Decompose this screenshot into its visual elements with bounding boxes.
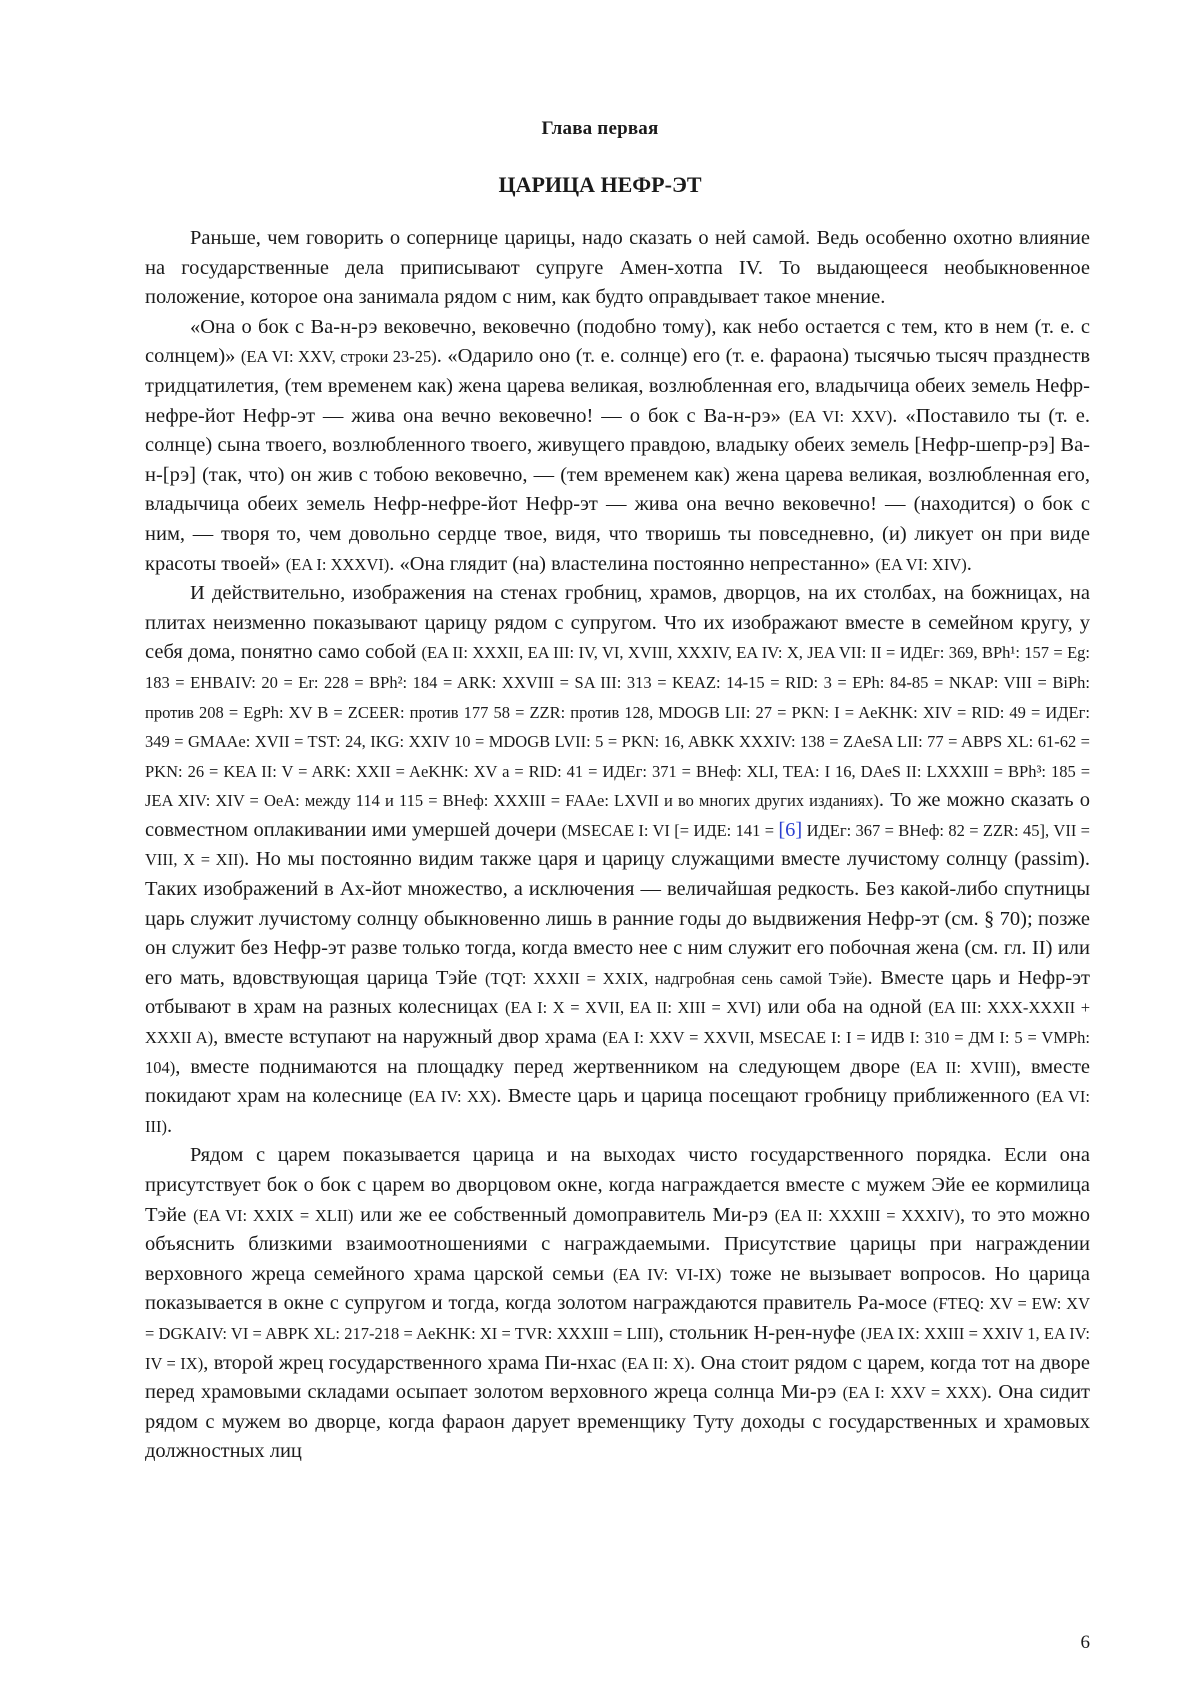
citation-reference: (EA VI: III) xyxy=(145,1087,1090,1136)
text-run: , стольник Н-рен-нуфе xyxy=(658,1321,861,1344)
text-run: . То же можно сказать о совместном оплакивании ими умершей дочери xyxy=(145,789,1090,841)
citation-reference: (EA VI: XXV, строки 23-25) xyxy=(240,347,437,367)
text-run: , вместе вступают на наружный двор храма xyxy=(213,1026,603,1049)
citation-reference: (EA IV: XX) xyxy=(408,1087,497,1107)
citation-reference: (EA I: XXXVI) xyxy=(285,554,390,574)
text-run: . xyxy=(166,1114,173,1137)
text-run: . Она сидит рядом с мужем во дворце, когда фараон дарует временщику Туту доходы с государственных и храмовых должностных лиц xyxy=(145,1381,1091,1463)
citation-reference: ИДЕг: 367 = ВНеф: 82 = ZZR: 45], VII = VIII, X = XII) xyxy=(145,820,1090,870)
citation-reference: (EA VI: XIV) xyxy=(875,554,967,574)
text-run: или же ее собственный домоправитель Ми-рэ xyxy=(353,1203,775,1226)
paragraph xyxy=(145,579,1090,1141)
paragraph xyxy=(145,224,1090,313)
citation-reference: (EA II: X) xyxy=(621,1353,691,1373)
citation-reference: (EA II: XXXIII = XXXIV) xyxy=(774,1205,960,1225)
text-run: . xyxy=(966,552,972,575)
text-run: «Она о бок с Ва-н-рэ вековечно, вековечно (подобно тому), как небо остается с тем, кто в нем (т. е. с солнцем)» xyxy=(145,315,1090,368)
citation-reference: (EA II: XVIII) xyxy=(909,1057,1016,1077)
citation-reference: (EA IV: VI-IX) xyxy=(612,1264,722,1284)
citation-reference: (EA I: XXV = XXVII, MSECAE I: I = ИДВ I: 310 = ДМ I: 5 = VMPh: 104) xyxy=(145,1028,1090,1077)
chapter-title: ЦАРИЦА НЕФР-ЭТ xyxy=(498,172,702,197)
text-run: . Но мы постоянно видим также царя и царицу служащими вместе лучистому солнцу (passim). Таких изображений в Ах-йот множество, а исключения — величайшая редкость. Без какой-либо спутницы царь служит лучистому солнцу обыкновенно лишь в ранние годы до выдвижения Нефр-эт (см. § 70); позже он служит без Нефр-эт разве только тогда, когда вместо нее с ним служит его побочная жена (см. гл. II) или его мать, вдовствующая царица Тэйе xyxy=(145,848,1090,989)
citation-reference: (EA II: XXXII, EA III: IV, VI, XVIII, XXXIV, EA IV: X, JEA VII: II = ИДЕг: 369, BPh¹: 157 = Eg: 183 = EHBAIV: 20 = Er: 228 = BPh²: 184 = ARK: XXVIII = SA III: 313 = KEAZ: 14-15 = RID: 3 = EPh: 84-85 = NKAP: VIII = BiPh: против 208 = EgPh: XV B = ZCEER: против 177 58 = ZZR: против 128, MDOGB LII: 27 = PKN: I = AeKHK: XIV = RID: 49 = ИДЕг: 349 = GMAAe: XVII = TST: 24, IKG: XXIV 10 = MDOGB LVII: 5 = PKN: 16, ABKK XXXIV: 138 = ZAeSA LII: 77 = ABPS XL: 61-62 = PKN: 26 = KEA II: V = ARK: XXII = AeKHK: XV a = RID: 41 = ИДЕг: 371 = ВНеф: XLI, TEA: I 16, DAeS II: LXXXIII = BPh³: 185 = JEA XIV: XIV = OeA: между 114 и 115 = ВНеф: XXXIII = FAAe: LXVII и во многих других изданиях) xyxy=(145,643,1090,811)
citation-reference: (EA I: XXV = XXX) xyxy=(842,1383,987,1403)
text-run: Рядом с царем показывается царица и на выходах чисто государственного порядка. Если она присутствует бок о бок с царем во дворцовом окне, когда награждается вместе с мужем Эйе ее кормилица Тэйе xyxy=(145,1144,1090,1226)
text-run: И действительно, изображения на стенах гробниц, храмов, дворцов, на их столбах, на божницах, на плитах неизменно показывают царицу рядом с супругом. Что их изображают вместе в семейном кругу, у себя дома, понятно само собой xyxy=(145,582,1090,664)
text-run: . Вместе царь и Нефр-эт отбывают в храм на разных колесницах xyxy=(145,966,1091,1019)
chapter-heading: Глава первая xyxy=(541,118,659,139)
citation-reference: (EA I: X = XVII, EA II: XIII = XVI) xyxy=(504,998,762,1018)
citation-reference: (MSECAE I: VI [= ИДЕ: 141 = xyxy=(561,820,779,840)
citation-reference: (TQT: XXXII = XXIX, надгробная сень самой Тэйе) xyxy=(485,968,868,988)
text-run: , вместе поднимаются на площадку перед жертвенником на следующем дворе xyxy=(175,1055,910,1078)
paragraph xyxy=(145,1141,1090,1467)
text-run: . «Поставило ты (т. е. солнце) сына твоего, возлюбленного твоего, живущего правдою, владыку обеих земель [Нефр-шепр-рэ] Ва-н-[рэ] (так, что) он жив с тобою вековечно, — (тем временем как) жена царева великая, возлюбленная его, владычица обеих земель Нефр-нефре-йот Нефр-эт — жива она вечно вековечно! — (находится) о бок с ним, — творя то, чем довольно сердце твое, видя, что творишь ты повседневно, (и) ликует он при виде красоты твоей» xyxy=(145,404,1090,575)
citation-reference: (EA VI: XXIX = XLII) xyxy=(193,1205,354,1225)
text-run: . «Одарило оно (т. е. солнце) его (т. е. фараона) тысячью тысяч празднеств тридцатилетия, (тем временем как) жена царева великая, возлюбленная его, владычица обеих земель Нефр-нефре-йот Нефр-эт — жива она вечно вековечно! — о бок с Ва-н-рэ» xyxy=(145,345,1090,427)
text-run: . Вместе царь и царица посещают гробницу приближенного xyxy=(496,1085,1037,1108)
citation-reference: (FTEQ: XV = EW: XV = DGKAIV: VI = ABPK XL: 217-218 = AeKHK: XI = TVR: XXXIII = LIII) xyxy=(145,1294,1091,1343)
text-run: . Она стоит рядом с царем, когда тот на дворе перед храмовыми складами осыпает золотом верховного жреца солнца Ми-рэ xyxy=(145,1351,1090,1404)
text-run: или оба на одной xyxy=(761,996,929,1019)
citation-reference: (EA VI: XXV) xyxy=(788,406,893,426)
text-run: , второй жрец государственного храма Пи-нхас xyxy=(203,1351,622,1374)
page-number: 6 xyxy=(1080,1632,1090,1653)
text-run: , вместе покидают храм на колеснице xyxy=(145,1055,1091,1108)
paragraph xyxy=(145,313,1090,579)
text-run: . «Она глядит (на) властелина постоянно непрестанно» xyxy=(389,552,876,575)
citation-reference: (EA III: XXX-XXXII + XXXII A) xyxy=(145,998,1090,1048)
text-run: , то это можно объяснить близкими взаимоотношениями с награждаемыми. Присутствие царицы при награждении верховного жреца семейного храма царской семьи xyxy=(145,1203,1091,1285)
body-text xyxy=(145,224,1090,1467)
text-run: Раньше, чем говорить о сопернице царицы, надо сказать о ней самой. Ведь особенно охотно влияние на государственные дела приписывают супруге Амен-хотпа IV. То выдающееся необыкновенное положение, которое она занимала рядом с ним, как будто оправдывает такое мнение. xyxy=(145,227,1090,309)
citation-reference: (JEA IX: XXIII = XXIV 1, EA IV: IV = IX) xyxy=(145,1323,1090,1373)
text-run: тоже не вызывает вопросов. Но царица показывается в окне с супругом и тогда, когда золотом награждаются правитель Ра-мосе xyxy=(145,1262,1090,1315)
footnote-link[interactable]: [6] xyxy=(778,818,803,841)
